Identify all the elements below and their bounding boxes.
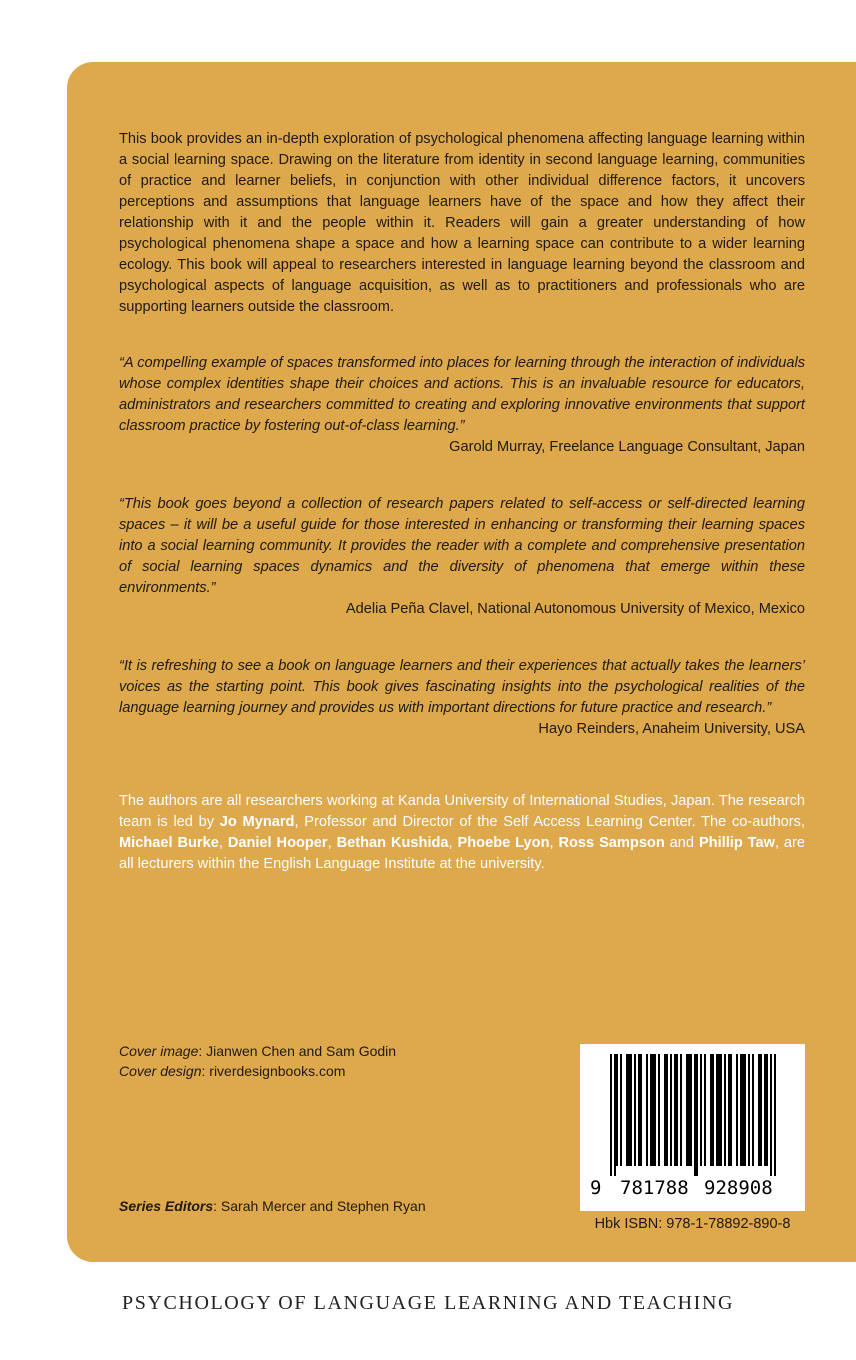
barcode: 9 781788 928908: [580, 1044, 805, 1211]
cover-design-credit: Cover design: riverdesignbooks.com: [119, 1063, 346, 1079]
cover-credits: [119, 1041, 419, 1081]
review-quote-text: “A compelling example of spaces transformed into places for learning through the interaction of individuals whose complex identities shape their choices and actions. This is an invaluable resource for educators, administrators and researchers committed to creating and exploring innovative environments that support classroom practice by fostering out-of-class learning.”: [119, 355, 805, 434]
author-name: Phoebe Lyon: [457, 835, 550, 851]
review-quote-text: “This book goes beyond a collection of research papers related to self-access or self-directed learning spaces – it will be a useful guide for those interested in enhancing or transforming their learning spaces into a social learning community. It provides the reader with a complete and comprehensive presentation of social learning spaces dynamics and the diversity of phenomena that emerge within these environments.”: [119, 496, 805, 596]
review-quote-2: [119, 494, 805, 620]
barcode-bars: [610, 1054, 778, 1176]
book-description: This book provides an in-depth exploration of psychological phenomena affecting language learning within a social learning space. Drawing on the literature from identity in second language learning, communities of practice and learner beliefs, in conjunction with other individual difference factors, it uncovers perceptions and assumptions that language learners have of the space and how they affect their relationship with it and the people within it. Readers will gain a greater understanding of how psychological phenomena shape a space and how a learning space can contribute to a wider learning ecology. This book will appeal to researchers interested in language learning beyond the classroom and psychological aspects of language acquisition, as well as to practitioners and professionals who are supporting learners outside the classroom.: [119, 131, 805, 315]
review-quote-text: “It is refreshing to see a book on language learners and their experiences that actually takes the learners’ voices as the starting point. This book gives fascinating insights into the psychological realities of the language learning journey and provides us with important directions for future practice and research.”: [119, 658, 805, 716]
isbn-label: Hbk ISBN: 978-1-78892-890-8: [594, 1216, 791, 1232]
review-attribution: Garold Murray, Freelance Language Consultant, Japan: [449, 439, 805, 455]
author-name: Jo Mynard: [219, 814, 295, 830]
cover-image-credit: Cover image: Jianwen Chen and Sam Godin: [119, 1043, 397, 1059]
review-quote-3: [119, 656, 805, 740]
author-name: Daniel Hooper: [227, 835, 328, 851]
author-bio: The authors are all researchers working at Kanda University of International Studies, Japan. The research team is led by Jo Mynard, Professor and Director of the Self Access Learning Center. The co-authors, Michael Burke, Daniel Hooper, Bethan Kushida, Phoebe Lyon, Ross Sampson and Phillip Taw, are all lecturers within the English Language Institute at the university.: [119, 793, 806, 872]
series-editors: Series Editors: Sarah Mercer and Stephen Ryan: [119, 1198, 426, 1214]
review-quote-1: [119, 353, 805, 458]
author-name: Michael Burke: [119, 835, 219, 851]
review-attribution: Adelia Peña Clavel, National Autonomous University of Mexico, Mexico: [345, 601, 805, 617]
author-name: Ross Sampson: [558, 835, 665, 851]
review-attribution: Hayo Reinders, Anaheim University, USA: [538, 721, 805, 737]
author-name: Bethan Kushida: [336, 835, 449, 851]
author-name: Phillip Taw: [698, 835, 775, 851]
series-title: PSYCHOLOGY OF LANGUAGE LEARNING AND TEACHING: [121, 1292, 735, 1314]
